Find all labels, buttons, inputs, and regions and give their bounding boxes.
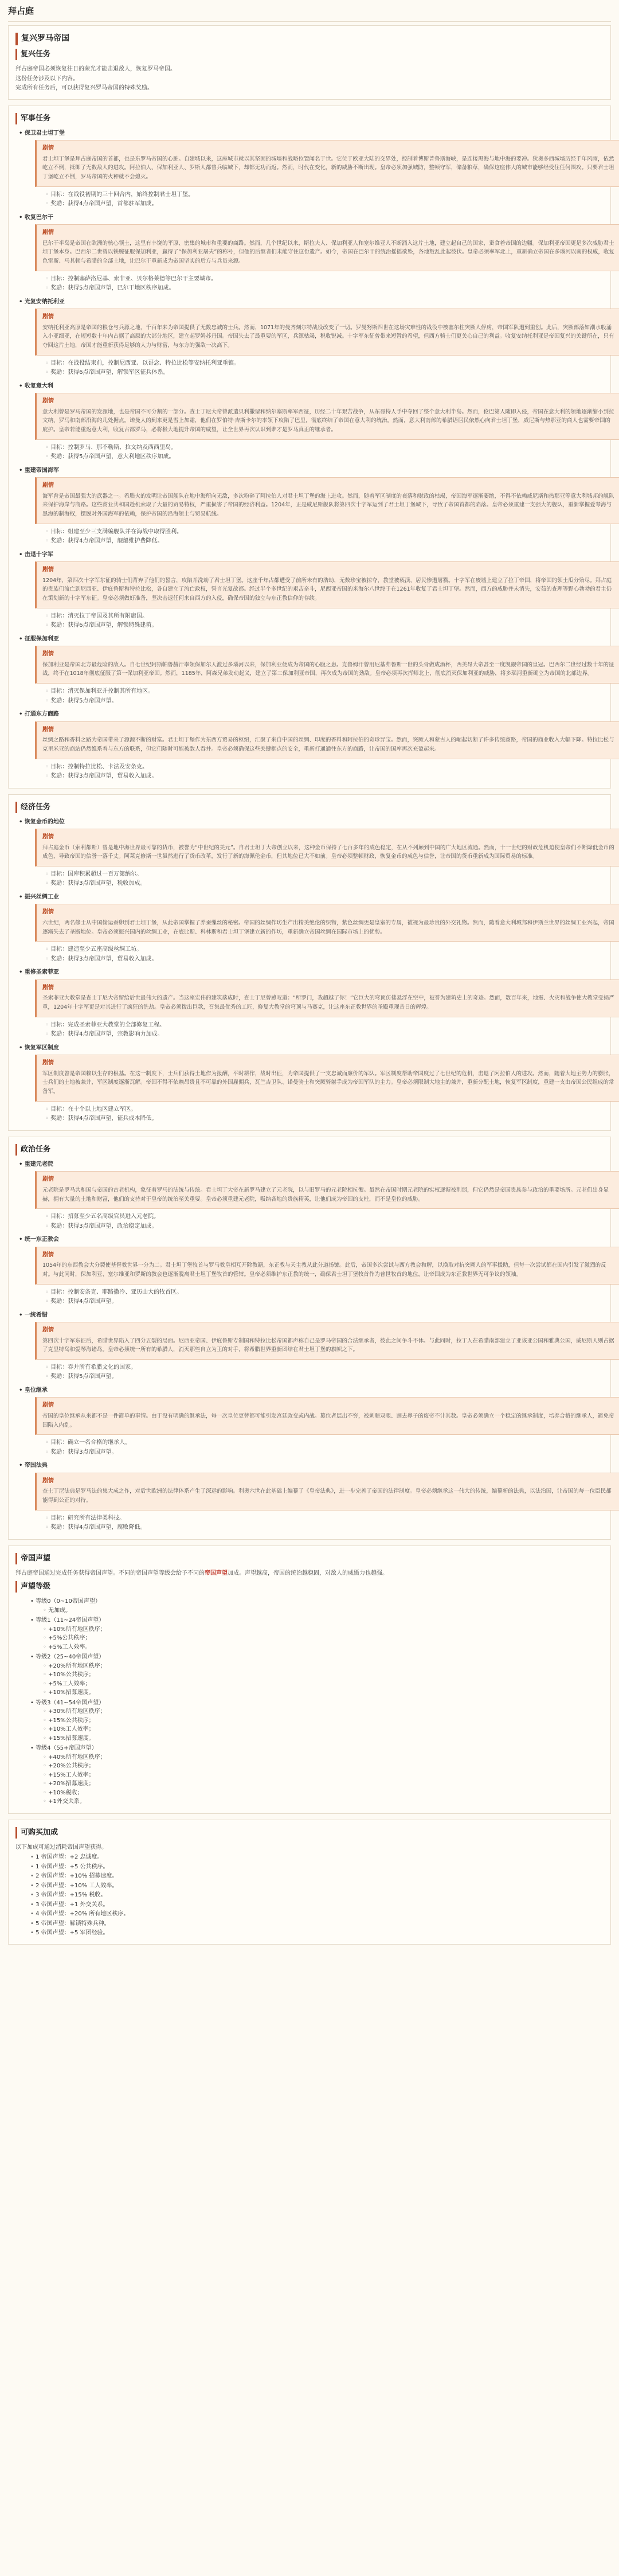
task-details: [45, 1105, 604, 1123]
economic-section: [8, 794, 614, 1131]
task-name: • 保卫君士坦丁堡: [19, 129, 604, 138]
restore-section: [8, 25, 611, 99]
task-detail: ◦ 目标：招募至少五名高级官员进入元老院。: [45, 1212, 604, 1221]
story-card-title: 剧情: [42, 1176, 54, 1183]
prestige-perk: ◦ +5%工人效率；: [43, 1680, 604, 1689]
prestige-perk: ◦ 无加成。: [43, 1606, 604, 1615]
economic-title: 经济任务: [15, 802, 604, 813]
buy-item: • 4 帝国声望：+20% 所有地区秩序。: [30, 1910, 604, 1919]
task-details: [45, 1021, 604, 1039]
task-name: • 征服保加利亚: [19, 635, 604, 644]
story-card: [35, 1322, 619, 1360]
task-detail: ◦ 目标：在十个以上地区建立军区。: [45, 1105, 604, 1114]
task-detail: ◦ 奖励：获得3点帝国声望，税收加成。: [45, 879, 604, 888]
story-card-title: 剧情: [42, 834, 54, 841]
task-details: [45, 190, 604, 209]
story-card-text: 1054年的东西教会大分裂使基督教世界一分为二。君士坦丁堡牧首与罗马教皇相互开除教籍，东正教与天主教从此分道扬镳。此后，帝国多次尝试与西方教会和解，以换取对抗突厥人的军事援助，但每一次尝试都在国内引发了激烈的反对。与此同时，保加利亚、塞尔维亚和罗斯的教会也逐渐脱离君士坦丁堡牧首的管辖。皇帝必须维护东正教的统一，确保君士坦丁堡牧首作为普世牧首的地位，让帝国成为东正教世界无可争议的领袖。: [42, 1262, 606, 1278]
story-card: [35, 224, 619, 271]
task-name: • 击退十字军: [19, 551, 604, 560]
task-details: [45, 945, 604, 963]
page-title: 拜占庭: [8, 3, 611, 22]
task-detail: ◦ 目标：在战役结束前，控制尼西亚、以哥念、特拉比松等安纳托利亚重镇。: [45, 359, 604, 368]
task-details: [45, 1514, 604, 1532]
story-card-text: 元老院是罗马共和国与帝国的古老机构，象征着罗马的法统与传统。君士坦丁大帝在新罗马建立了元老院，以与旧罗马的元老院相抗衡。虽然在帝国时期元老院的实权逐渐被削弱，但它仍然是帝国贵族参与政治的重要场所。元老们出身显赫，拥有大量的土地和财富，他们的支持对于皇帝的统治至关重要。皇帝必须重建元老院，吸纳各地的贵族精英，让他们成为帝国的支柱，而不是皇位的威胁。: [42, 1186, 609, 1203]
task-detail: ◦ 目标：消灭拉丁帝国及其所有附庸国。: [45, 612, 604, 621]
task-detail: ◦ 目标：消灭保加利亚并控制其所有地区。: [45, 687, 604, 696]
task-detail: ◦ 目标：控制安条克、耶路撒冷、亚历山大的牧首区。: [45, 1288, 604, 1297]
prestige-perk: ◦ +5%公共秩序；: [43, 1634, 604, 1643]
military-section: [8, 106, 614, 789]
story-card: [35, 1055, 619, 1102]
intro-line: 完成所有任务后，可以获得复兴罗马帝国的特殊奖励。: [15, 85, 153, 92]
task-detail: ◦ 奖励：获得3点帝国声望，政治稳定加成。: [45, 1222, 604, 1231]
prestige-level-name: • 等级0（0~10帝国声望）: [30, 1597, 604, 1606]
task-detail: ◦ 目标：在战役初期的三十回合内，始终控制君士坦丁堡。: [45, 190, 604, 200]
story-card: [35, 1473, 619, 1511]
prestige-section: [8, 1545, 611, 1814]
prestige-level: [30, 1699, 604, 1743]
task-details: [45, 1212, 604, 1231]
story-card-text: 意大利曾是罗马帝国的发源地，也是帝国不可分割的一部分。查士丁尼大帝曾派遣贝利撒留和纳尔塞斯率军西征，历经二十年艰苦战争，从东哥特人手中夺回了整个意大利半岛。然而，伦巴第人随即入侵，帝国在意大利的领地逐渐缩小到拉文纳、罗马和南部沿海的几处据点。诺曼人的到来更是雪上加霜，他们在罗伯特·吉斯卡尔的率领下攻陷了巴里，彻底终结了帝国在意大利的统治。然而，意大利南部的希腊语居民依然心向君士坦丁堡，威尼斯与热那亚的商人也需要帝国的庇护。皇帝若能重返意大利，收复古都罗马，必将极大地提升帝国的威望，让全世界再次认识到谁才是罗马真正的继承者。: [42, 408, 614, 434]
task-details: [45, 1438, 604, 1457]
buy-item: • 1 帝国声望：+5 公共秩序。: [30, 1863, 604, 1872]
story-card: [35, 1397, 619, 1435]
buy-item: • 1 帝国声望：+2 忠诚度。: [30, 1853, 604, 1862]
prestige-level-perks: [43, 1606, 604, 1615]
task-name: • 一统希腊: [19, 1311, 604, 1320]
restore-title: 复兴罗马帝国: [15, 33, 604, 45]
story-card-title: 剧情: [42, 909, 54, 916]
story-card-text: 1204年，第四次十字军东征的骑士们背弃了他们的誓言，攻陷并洗劫了君士坦丁堡。这座千年古都遭受了前所未有的浩劫，无数珍宝被掠夺，教堂被亵渎，居民惨遭屠戮。十字军在废墟上建立了拉丁帝国，将帝国的领土瓜分殆尽。拜占庭的贵族们流亡到尼西亚、伊庇鲁斯和特拉比松，各自建立了流亡政权，誓言光复故都。经过半个多世纪的艰苦奋斗，尼西亚帝国的米海尔八世终于在1261年收复了君士坦丁堡。然而，西方的威胁并未消失，安茹的查理等野心勃勃的君主仍在策划新的十字军东征。皇帝必须做好准备，坚决击退任何来自西方的入侵，确保帝国的独立与东正教信仰的存续。: [42, 577, 612, 602]
story-card-title: 剧情: [42, 1402, 54, 1409]
story-card-title: 剧情: [42, 482, 54, 489]
prestige-perk: ◦ +20%公共秩序；: [43, 1762, 604, 1771]
story-card: [35, 646, 619, 684]
story-card-text: 帝国的皇位继承从来都不是一件简单的事情。由于没有明确的继承法，每一次皇位更替都可能引发宫廷政变或内战。篡位者层出不穷，被刺瞎双眼、割去鼻子的废帝不计其数。皇帝必须确立一个稳定的继承制度，培养合格的继承人，避免帝国陷入内乱。: [42, 1412, 614, 1428]
prestige-level-name: • 等级1（11~24帝国声望）: [30, 1616, 604, 1625]
task-detail: ◦ 目标：建造至少五座高级丝绸工坊。: [45, 945, 604, 954]
story-card-text: 拜占庭金币（索利都斯）曾是地中海世界最可靠的货币，被誉为“中世纪的美元”。自君士坦丁大帝创立以来，这种金币保持了七百多年的成色稳定，在从不列颠到中国的广大地区流通。然而，十一世纪的财政危机迫使皇帝们不断降低金币的成色，导致帝国的信誉一落千丈。阿莱克修斯一世虽然进行了货币改革，发行了新的海佩伦金币，但其地位已大不如前。皇帝必须整顿财政，恢复金币的成色与信誉，让帝国的货币重新成为国际贸易的标准。: [42, 844, 614, 860]
story-card-title: 剧情: [42, 1477, 54, 1484]
story-card-title: 剧情: [42, 1251, 54, 1258]
story-card-title: 剧情: [42, 398, 54, 405]
buy-list: [30, 1853, 604, 1938]
restore-intro: [15, 65, 604, 93]
buy-section: [8, 1820, 611, 1945]
task-details: [45, 687, 604, 705]
prestige-levels-list: [15, 1597, 604, 1806]
prestige-level: [30, 1653, 604, 1697]
buy-intro: 以下加成可通过消耗帝国声望获得。: [15, 1844, 107, 1851]
prestige-perk: ◦ +10%公共秩序；: [43, 1671, 604, 1680]
buy-item: • 3 帝国声望：+1 外交关系。: [30, 1900, 604, 1910]
prestige-level-perks: [43, 1625, 604, 1652]
task-name: • 光复安纳托利亚: [19, 298, 604, 307]
prestige-level-perks: [43, 1753, 604, 1806]
task-detail: ◦ 目标：完成圣索菲亚大教堂的全部修复工程。: [45, 1021, 604, 1030]
story-card: [35, 979, 619, 1017]
prestige-level-perks: [43, 1707, 604, 1743]
task-detail: ◦ 奖励：获得6点帝国声望，解锁特殊建筑。: [45, 621, 604, 630]
task-detail: ◦ 奖励：获得4点帝国声望，舰船维护费降低。: [45, 537, 604, 546]
task-detail: ◦ 奖励：获得3点帝国声望，贸易收入加成。: [45, 955, 604, 964]
task-detail: ◦ 目标：国库积累超过一百万第纳尔。: [45, 870, 604, 879]
prestige-perk: ◦ +1外交关系。: [43, 1797, 604, 1806]
story-card-title: 剧情: [42, 1060, 54, 1067]
task-name: • 恢复金币的地位: [19, 818, 604, 827]
story-card-text: 六世纪，两名修士从中国偷运蚕卵到君士坦丁堡，从此帝国掌握了养蚕缫丝的秘密。帝国的丝绸作坊生产出精美绝伦的织物，紫色丝绸更是皇室的专属，被视为最珍贵的外交礼物。然而，随着意大利城邦和伊斯兰世界的丝绸工业兴起，帝国逐渐失去了垄断地位。皇帝必须振兴国内的丝绸工业，在底比斯、科林斯和君士坦丁堡建立新的作坊，重新确立帝国丝绸在国际市场上的优势。: [42, 919, 614, 935]
prestige-perk: ◦ +40%所有地区秩序；: [43, 1753, 604, 1762]
prestige-level: [30, 1597, 604, 1615]
story-card: [35, 1247, 619, 1285]
task-detail: ◦ 奖励：获得5点帝国声望。: [45, 697, 604, 706]
task-name: • 皇位继承: [19, 1386, 604, 1395]
story-card-text: 安纳托利亚高原是帝国的粮仓与兵源之地，千百年来为帝国提供了无数忠诚的士兵。然而，1071年的曼齐刻尔特战役改变了一切。罗曼努斯四世在这场灾难性的战役中被塞尔柱突厥人俘虏，帝国军队遭到重创。此后，突厥部落如潮水般涌入小亚细亚，在短短数十年内占据了高原的大部分地区，建立起罗姆苏丹国。帝国失去了最重要的军区，兵源枯竭，税收锐减。十字军东征曾带来短暂的希望，但西方骑士们更关心自己的利益。收复安纳托利亚是帝国复兴的关键所在，只有夺回这片土地，帝国才能重新获得足够的人力与财富，与东方的强敌一决高下。: [42, 324, 614, 349]
buy-title: 可购买加成: [15, 1827, 604, 1839]
task-detail: ◦ 奖励：获得5点帝国声望，意大利地区秩序加成。: [45, 452, 604, 462]
buy-item: • 2 帝国声望：+10% 招募速度。: [30, 1872, 604, 1881]
task-details: [45, 275, 604, 293]
task-details: [45, 1288, 604, 1306]
prestige-perk: ◦ +5%工人效率。: [43, 1643, 604, 1652]
prestige-perk: ◦ +15%公共秩序；: [43, 1716, 604, 1726]
story-card: [35, 393, 619, 440]
story-card-title: 剧情: [42, 314, 54, 321]
task-name: • 收复巴尔干: [19, 213, 604, 223]
task-detail: ◦ 奖励：获得4点帝国声望，首都驻军加成。: [45, 200, 604, 209]
prestige-intro: [15, 1569, 604, 1578]
task-name: • 重建元老院: [19, 1160, 604, 1169]
intro-line: 拜占庭帝国必须恢复往日的荣光才能击退敌人，恢复罗马帝国。: [15, 66, 176, 73]
prestige-perk: ◦ +10%招募速度。: [43, 1688, 604, 1697]
prestige-perk: ◦ +30%所有地区秩序；: [43, 1707, 604, 1716]
task-details: [45, 612, 604, 630]
prestige-perk: ◦ +15%工人效率；: [43, 1771, 604, 1780]
task-detail: ◦ 奖励：获得6点帝国声望，解锁军区征兵体系。: [45, 368, 604, 377]
task-detail: ◦ 目标：控制特拉比松、卡法及安条克。: [45, 763, 604, 772]
story-card: [35, 904, 619, 942]
levels-title: 声望等级: [15, 1581, 604, 1593]
prestige-intro-a: 拜占庭帝国通过完成任务获得帝国声望。不同的帝国声望等级会给予不同的: [15, 1570, 205, 1576]
intro-line: 这份任务涉及以下内容。: [15, 75, 79, 82]
prestige-intro-b: 加成。声望越高，帝国的统治越稳固，对敌人的威慑力也越强。: [228, 1570, 388, 1576]
political-task-list: [15, 1160, 614, 1532]
prestige-perk: ◦ +20%所有地区秩序；: [43, 1662, 604, 1671]
task-detail: ◦ 奖励：获得4点帝国声望，腐败降低。: [45, 1523, 604, 1532]
story-card-text: 海军曾是帝国最强大的武器之一。希腊火的发明让帝国舰队在地中海所向无敌，多次粉碎了阿拉伯人对君士坦丁堡的海上进攻。然而，随着军区制度的衰落和财政的枯竭，帝国海军逐渐萎缩，不得不依赖威尼斯和热那亚等意大利城邦的舰队来保护海岸与商路。这些商业共和国趁机索取了大量的贸易特权，严重损害了帝国的经济利益。1204年，正是威尼斯舰队将第四次十字军运到了君士坦丁堡城下，导致了帝国首都的陷落。皇帝必须重建一支强大的舰队，重新掌握爱琴海与黑海的制海权，摆脱对外国海军的依赖，保护帝国的沿海领土与贸易航线。: [42, 493, 614, 518]
story-card-text: 圣索菲亚大教堂是查士丁尼大帝留给后世最伟大的遗产。当这座宏伟的建筑落成时，查士丁尼曾感叹道：“所罗门，我超越了你！”它巨大的穹顶仿佛悬浮在空中，被誉为建筑史上的奇迹。然而，数百年来，地震、火灾和战争使大教堂受损严重，1204年十字军更是对其进行了疯狂的洗劫。皇帝必须拨出巨款，召集最优秀的工匠，修复大教堂的穹顶与马赛克，让这座东正教世界的圣殿重现昔日的辉煌。: [42, 995, 614, 1010]
task-detail: ◦ 奖励：获得4点帝国声望，征兵成本降低。: [45, 1114, 604, 1123]
story-card-text: 查士丁尼法典是罗马法的集大成之作，对后世欧洲的法律体系产生了深远的影响。利奥六世在此基础上编纂了《皇帝法典》，进一步完善了帝国的法律制度。皇帝必须继承这一伟大的传统，编纂新的法典，以法治国，让帝国的每一位臣民都能得到公正的对待。: [42, 1488, 612, 1504]
story-card-text: 丝绸之路和香料之路为帝国带来了源源不断的财富。君士坦丁堡作为东西方贸易的枢纽，汇聚了来自中国的丝绸、印度的香料和阿拉伯的奇珍异宝。然而，突厥人和蒙古人的崛起切断了许多传统商路，帝国的商业收入大幅下降。特拉比松与克里米亚的商站仍然维系着与东方的联系，但它们随时可能被敌人吞并。皇帝必须确保这些关键据点的安全，重新打通通往东方的商路，让帝国的国库再次充盈起来。: [42, 737, 614, 752]
story-card-text: 第四次十字军东征后，希腊世界陷入了四分五裂的局面。尼西亚帝国、伊庇鲁斯专制国和特拉比松帝国都声称自己是罗马帝国的合法继承者，彼此之间争斗不休。与此同时，拉丁人在希腊南部建立了亚该亚公国和雅典公国，威尼斯人则占据了克里特岛和爱琴海诸岛。皇帝必须统一所有的希腊人，消灭那些自立为王的对手，将希腊世界重新团结在君士坦丁堡的旗帜之下。: [42, 1337, 614, 1353]
prestige-perk: ◦ +20%招募速度；: [43, 1779, 604, 1789]
prestige-level-perks: [43, 1662, 604, 1697]
story-card: [35, 477, 619, 524]
restore-subtitle: 复兴任务: [15, 49, 604, 60]
political-title: 政治任务: [15, 1144, 604, 1156]
military-title: 军事任务: [15, 113, 604, 124]
prestige-perk: ◦ +10%所有地区秩序；: [43, 1625, 604, 1634]
task-name: • 打通东方商路: [19, 710, 604, 719]
prestige-level-name: • 等级4（55+帝国声望）: [30, 1744, 604, 1753]
political-section: [8, 1137, 614, 1540]
story-card-text: 君士坦丁堡是拜占庭帝国的首都，也是东罗马帝国的心脏。自建城以来，这座城市就以其坚固的城墙和战略位置闻名于世。它位于欧亚大陆的交界处，控制着博斯普鲁斯海峡，是连接黑海与地中海的要冲。狄奥多西城墙历经千年风雨，依然屹立不倒，抵御了无数敌人的进攻。阿拉伯人、保加利亚人、罗斯人都曾兵临城下，却都无功而返。然而，时代在变化，新的威胁不断出现。皇帝必须加强城防，整顿守军，储备粮草，确保这座伟大的城市能够经受住任何围攻。只要君士坦丁堡屹立不倒，罗马帝国的火种就不会熄灭。: [42, 155, 614, 181]
task-details: [45, 528, 604, 546]
prestige-level: [30, 1744, 604, 1806]
task-name: • 统一东正教会: [19, 1235, 604, 1244]
buy-item: • 5 帝国声望：解锁特殊兵种。: [30, 1919, 604, 1929]
task-detail: ◦ 目标：控制罗马、那不勒斯、拉文纳及西西里岛。: [45, 443, 604, 452]
story-card: [35, 309, 619, 356]
task-details: [45, 763, 604, 781]
prestige-intro-highlight: 帝国声望: [205, 1570, 228, 1576]
task-detail: ◦ 奖励：获得4点帝国声望。: [45, 1297, 604, 1306]
task-detail: ◦ 奖励：获得3点帝国声望。: [45, 1448, 604, 1457]
task-detail: ◦ 目标：控制塞萨洛尼基、索非亚、贝尔格莱德等巴尔干主要城市。: [45, 275, 604, 284]
economic-task-list: [15, 818, 614, 1123]
story-card: [35, 140, 619, 187]
task-name: • 恢复军区制度: [19, 1044, 604, 1053]
task-detail: ◦ 目标：研究所有法律类科技。: [45, 1514, 604, 1523]
prestige-perk: ◦ +10%工人效率；: [43, 1725, 604, 1734]
task-name: • 重修圣索菲亚: [19, 968, 604, 977]
story-card: [35, 721, 619, 759]
story-card-text: 保加利亚是帝国北方最危险的敌人。自七世纪阿斯帕鲁赫汗率领保加尔人渡过多瑙河以来，保加利亚便成为帝国的心腹之患。克鲁姆汗曾用尼基弗鲁斯一世的头骨做成酒杯，西美昂大帝甚至一度觊觎帝国的皇冠。巴西尔二世经过数十年的征战，终于在1018年彻底征服了第一保加利亚帝国。然而，1185年，阿森兄弟发动起义，建立了第二保加利亚帝国，再次成为帝国的劲敌。皇帝必须再次挥师北上，彻底消灭保加利亚的威胁，将多瑙河重新确立为帝国的北部边界。: [42, 661, 614, 677]
prestige-level-name: • 等级2（25~40帝国声望）: [30, 1653, 604, 1662]
story-card-title: 剧情: [42, 726, 54, 733]
prestige-title: 帝国声望: [15, 1553, 604, 1564]
military-task-list: [15, 129, 614, 781]
story-card-title: 剧情: [42, 229, 54, 236]
task-detail: ◦ 目标：组建至少三支满编舰队并在海战中取得胜利。: [45, 528, 604, 537]
task-detail: ◦ 奖励：获得5点帝国声望。: [45, 1372, 604, 1381]
story-card: [35, 561, 619, 608]
task-detail: ◦ 奖励：获得4点帝国声望，宗教影响力加成。: [45, 1030, 604, 1039]
prestige-level: [30, 1616, 604, 1652]
story-card-text: 军区制度曾是帝国赖以生存的根基。在这一制度下，士兵们获得土地作为报酬，平时耕作，战时出征，为帝国提供了一支忠诚而廉价的军队。军区制度帮助帝国度过了七世纪的危机，击退了阿拉伯人的进攻。然而，随着大地主势力的膨胀，士兵们的土地被兼并，军区制度逐渐瓦解。帝国不得不依赖昂贵且不可靠的外国雇佣兵，瓦兰吉卫队、诺曼骑士和突厥骑射手成为帝国军队的主力。皇帝必须限制大地主的兼并，重新分配土地，恢复军区制度，重建一支由帝国公民组成的常备军。: [42, 1070, 614, 1095]
task-detail: ◦ 目标：吞并所有希腊文化的国家。: [45, 1363, 604, 1372]
task-details: [45, 359, 604, 377]
prestige-perk: ◦ +10%税收；: [43, 1789, 604, 1798]
task-detail: ◦ 奖励：获得5点帝国声望，巴尔干地区秩序加成。: [45, 284, 604, 293]
buy-item: • 3 帝国声望：+15% 税收。: [30, 1891, 604, 1900]
story-card-title: 剧情: [42, 1327, 54, 1334]
story-card: [35, 1171, 619, 1209]
task-details: [45, 870, 604, 888]
story-card-text: 巴尔干半岛是帝国在欧洲的核心领土，这里有丰饶的平原、密集的城市和重要的商路。然而，几个世纪以来，斯拉夫人、保加利亚人和塞尔维亚人不断涌入这片土地，建立起自己的国家，蚕食着帝国的边疆。保加利亚帝国更是多次威胁君士坦丁堡本身。巴西尔二世曾以铁腕征服保加利亚，赢得了“保加利亚屠夫”的称号，但他的后继者们未能守住这份遗产。如今，帝国在巴尔干的统治摇摇欲坠，各地叛乱此起彼伏。皇帝必须率军北上，重新确立帝国在多瑙河以南的权威，收复色雷斯、马其顿与希腊的全部土地，让巴尔干重新成为帝国坚实的后方与兵员来源。: [42, 240, 614, 265]
task-details: [45, 1363, 604, 1381]
task-details: [45, 443, 604, 462]
story-card-title: 剧情: [42, 984, 54, 991]
buy-item: • 2 帝国声望：+10% 工人效率。: [30, 1882, 604, 1891]
task-name: • 收复意大利: [19, 382, 604, 391]
buy-item: • 5 帝国声望：+5 军团经验。: [30, 1929, 604, 1938]
story-card-title: 剧情: [42, 651, 54, 658]
prestige-level-name: • 等级3（41~54帝国声望）: [30, 1699, 604, 1708]
story-card-title: 剧情: [42, 567, 54, 573]
task-name: • 振兴丝绸工业: [19, 893, 604, 902]
task-detail: ◦ 目标：确立一名合格的继承人。: [45, 1438, 604, 1447]
task-name: • 帝国法典: [19, 1461, 604, 1470]
prestige-perk: ◦ +15%招募速度。: [43, 1734, 604, 1743]
task-detail: ◦ 奖励：获得3点帝国声望，贸易收入加成。: [45, 772, 604, 781]
story-card: [35, 829, 619, 867]
task-name: • 重建帝国海军: [19, 466, 604, 475]
story-card-title: 剧情: [42, 145, 54, 152]
